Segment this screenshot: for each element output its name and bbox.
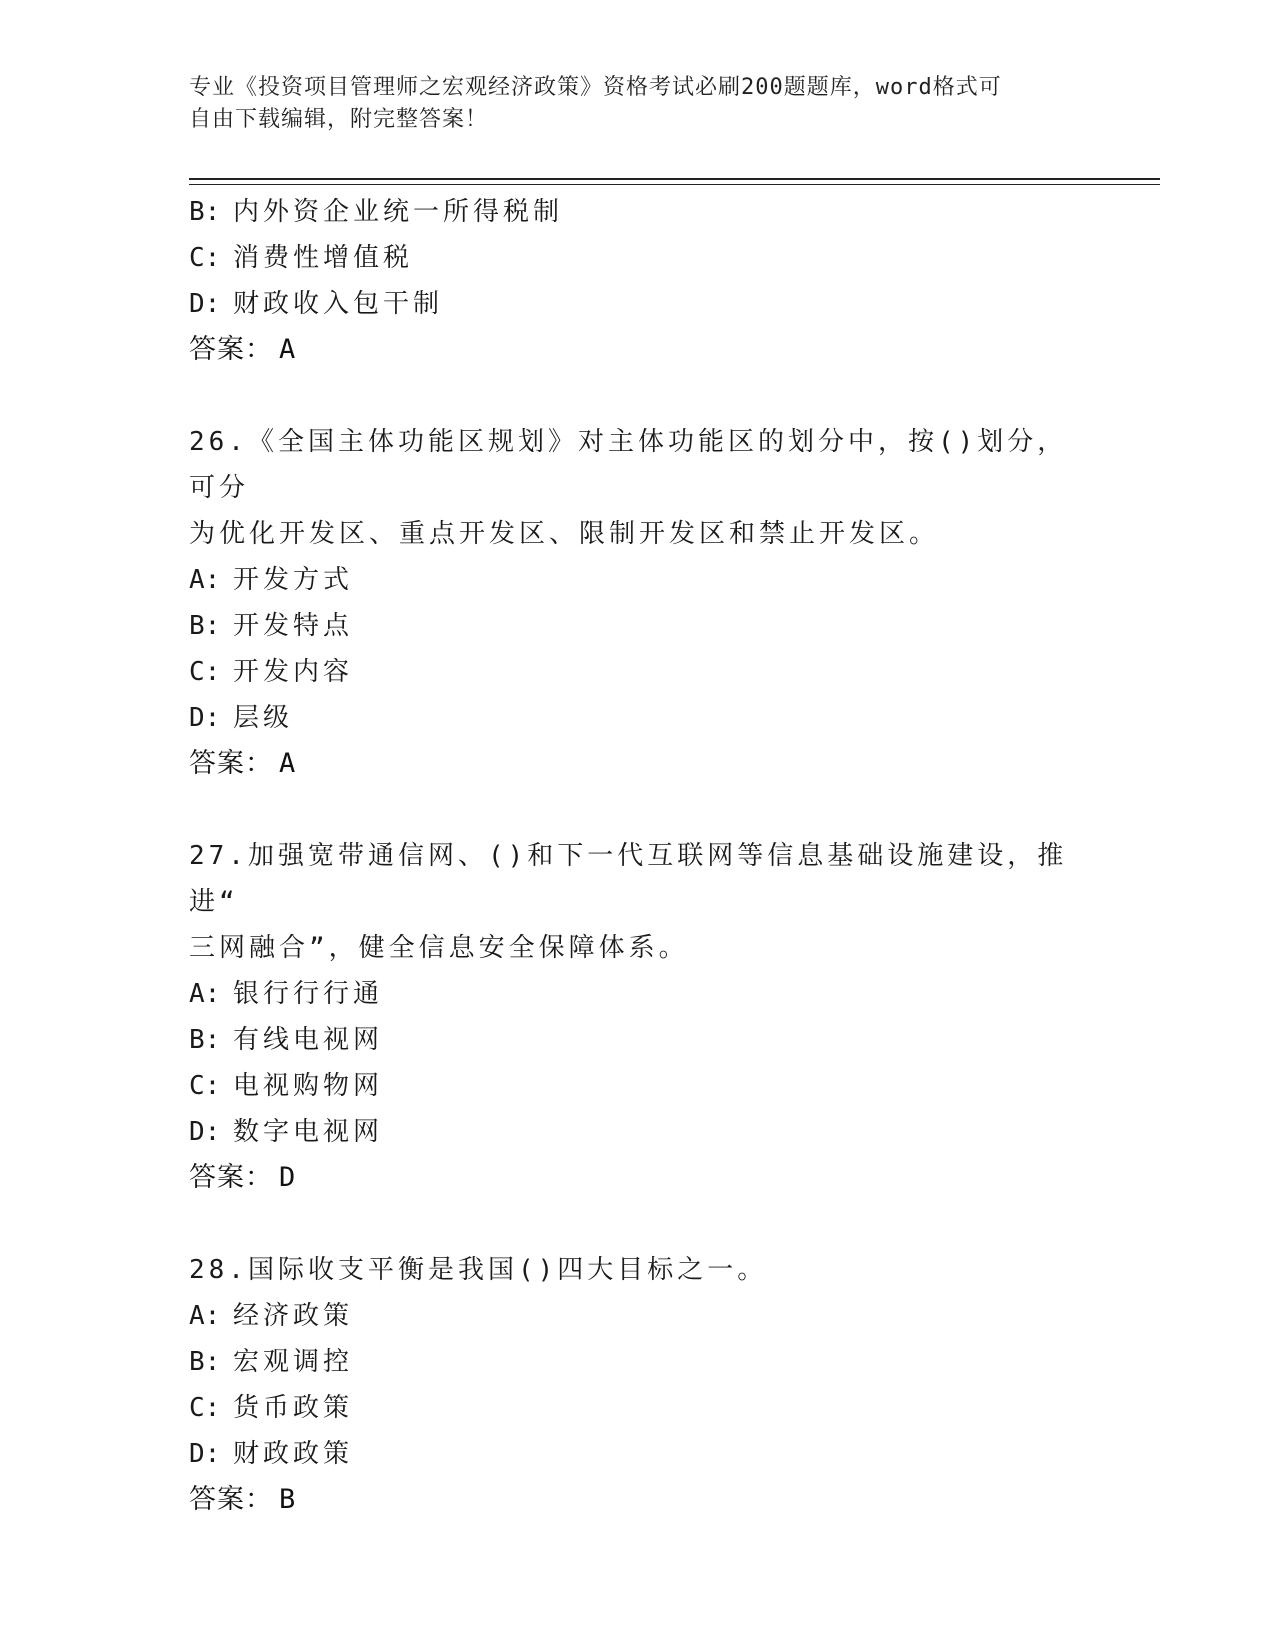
answer-line — [189, 1155, 1089, 1201]
option-d — [189, 1431, 1089, 1477]
answer-line — [189, 327, 1089, 373]
question-block-27 — [189, 833, 1089, 1201]
option-c — [189, 649, 1089, 695]
option-d — [189, 281, 1089, 327]
answer-line — [189, 741, 1089, 787]
option-letter: C: — [189, 243, 221, 273]
question-text-line-2: 三网融合”，健全信息安全保障体系。 — [189, 933, 689, 963]
option-letter: D: — [189, 1117, 221, 1147]
option-text: 银行行行通 — [233, 979, 384, 1009]
header-line-1: 专业《投资项目管理师之宏观经济政策》资格考试必刷200题题库，word格式可 — [189, 75, 1002, 100]
option-letter: B: — [189, 197, 221, 227]
answer-line — [189, 1477, 1089, 1523]
option-a — [189, 971, 1089, 1017]
document-header — [189, 72, 1089, 136]
answer-label: 答案： — [189, 1162, 273, 1193]
spacer — [189, 373, 1089, 419]
option-text: 有线电视网 — [233, 1025, 384, 1055]
option-letter: D: — [189, 289, 221, 319]
option-letter: A: — [189, 1301, 221, 1331]
question-content — [189, 189, 1089, 1523]
option-text: 消费性增值税 — [233, 243, 414, 273]
option-letter: A: — [189, 979, 221, 1009]
option-letter: C: — [189, 1393, 221, 1423]
question-block-26 — [189, 419, 1089, 787]
spacer — [189, 787, 1089, 833]
answer-label: 答案： — [189, 334, 273, 365]
option-text: 宏观调控 — [233, 1347, 354, 1377]
option-letter: B: — [189, 1025, 221, 1055]
option-letter: A: — [189, 565, 221, 595]
option-text: 财政政策 — [233, 1439, 354, 1469]
option-a — [189, 1293, 1089, 1339]
question-text-line-1: 27.加强宽带通信网、()和下一代互联网等信息基础设施建设，推进“ — [189, 841, 1068, 917]
option-c — [189, 1385, 1089, 1431]
option-text: 财政收入包干制 — [233, 289, 444, 319]
option-letter: B: — [189, 1347, 221, 1377]
prev-question-block — [189, 189, 1089, 373]
question-text-line-1: 26.《全国主体功能区规划》对主体功能区的划分中，按()划分，可分 — [189, 427, 1068, 503]
option-text: 开发特点 — [233, 611, 354, 641]
option-a — [189, 557, 1089, 603]
option-b — [189, 189, 1089, 235]
answer-value: A — [279, 334, 297, 365]
option-text: 层级 — [233, 703, 294, 733]
answer-value: D — [279, 1162, 297, 1193]
option-c — [189, 235, 1089, 281]
option-d — [189, 1109, 1089, 1155]
header-divider-thick — [189, 178, 1160, 180]
question-text-line-2: 为优化开发区、重点开发区、限制开发区和禁止开发区。 — [189, 519, 940, 549]
option-letter: C: — [189, 657, 221, 687]
option-letter: D: — [189, 703, 221, 733]
header-line-2: 自由下载编辑，附完整答案！ — [189, 107, 489, 132]
option-b — [189, 1017, 1089, 1063]
option-text: 电视购物网 — [233, 1071, 384, 1101]
option-text: 内外资企业统一所得税制 — [233, 197, 564, 227]
option-text: 经济政策 — [233, 1301, 354, 1331]
option-b — [189, 603, 1089, 649]
option-letter: D: — [189, 1439, 221, 1469]
option-text: 开发方式 — [233, 565, 354, 595]
option-text: 货币政策 — [233, 1393, 354, 1423]
question-text-line-1: 28.国际收支平衡是我国()四大目标之一。 — [189, 1255, 768, 1285]
option-text: 开发内容 — [233, 657, 354, 687]
answer-label: 答案： — [189, 748, 273, 779]
answer-value: B — [279, 1484, 297, 1515]
option-letter: C: — [189, 1071, 221, 1101]
spacer — [189, 1201, 1089, 1247]
answer-value: A — [279, 748, 297, 779]
header-divider-thin — [189, 184, 1160, 185]
option-letter: B: — [189, 611, 221, 641]
answer-label: 答案： — [189, 1484, 273, 1515]
option-text: 数字电视网 — [233, 1117, 384, 1147]
question-block-28 — [189, 1247, 1089, 1523]
option-d — [189, 695, 1089, 741]
option-b — [189, 1339, 1089, 1385]
option-c — [189, 1063, 1089, 1109]
